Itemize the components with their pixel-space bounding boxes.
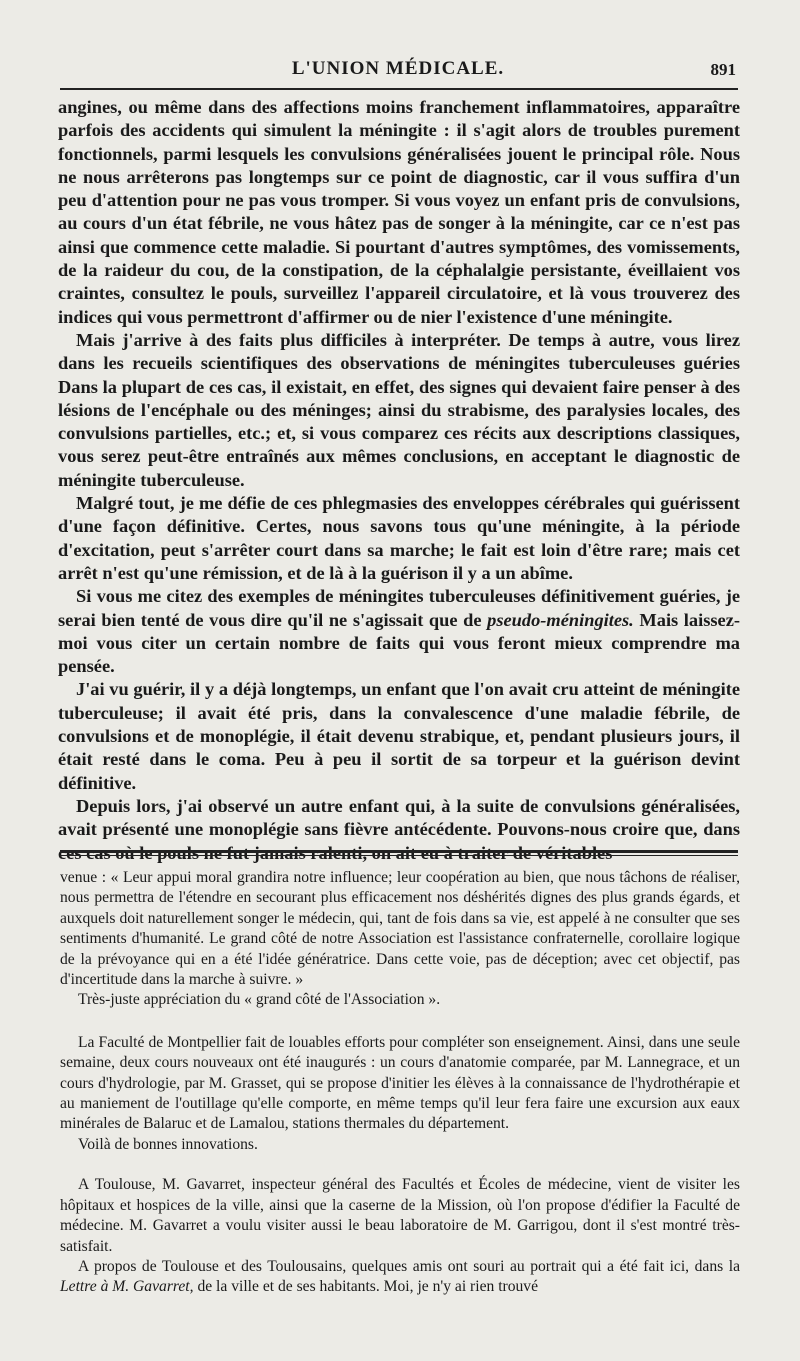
paragraph-2: Mais j'arrive à des faits plus difficiles à interpréter. De temps à autre, vous lirez dans les recueils scientifiques des observations de méningites tuberculeuses guéries Dans la plupart de ces cas, il existait, en effet, des signes qui devaient faire penser à des lésions de l'encéphale ou des méninges; ainsi du strabisme, des paralysies locales, des convulsions partielles, etc.; et, si vous comparez ces récits aux descriptions classiques, vous serez peut-être entraînés aux mêmes conclusions, en acceptant le diagnostic de méningite tuberculeuse. xyxy=(58,329,740,490)
paragraph-5: J'ai vu guérir, il y a déjà longtemps, un enfant que l'on avait cru atteint de méningite tuberculeuse; il avait été pris, dans la convalescence d'une maladie fébrile, de convulsions et de monoplégie, il était devenu strabique, et, pendant plusieurs jours, il était resté dans le coma. Peu à peu il sortit de sa torpeur et la guérison devint définitive. xyxy=(58,679,740,793)
section-divider xyxy=(60,850,738,856)
page-number: 891 xyxy=(710,60,736,79)
note-6 xyxy=(60,1257,740,1298)
note-5: A Toulouse, M. Gavarret, inspecteur général des Facultés et Écoles de médecine, vient de visiter les hôpitaux et hospices de la ville, ainsi que la caserne de la Mission, où l'on propose d'édifier la Faculté de médecine. M. Gavarret a voulu visiter aussi le beau laboratoire de M. Garrigou, dont il s'est montré très-satisfait. xyxy=(60,1176,740,1255)
paragraph-4-text-b: Mais laissez-moi vous citer un certain nombre de faits qui vous feront mieux comprendre ma pensée. xyxy=(58,609,740,677)
note-6-text-a: A propos de Toulouse et des Toulousains, quelques amis ont souri au portrait qui a été fait ici, dans la xyxy=(78,1257,740,1275)
paragraph-3: Malgré tout, je me défie de ces phlegmasies des enveloppes cérébrales qui guérissent d'une façon définitive. Certes, nous savons tous qu'une méningite, à la période d'excitation, peut s'arrêter court dans sa marche; le fait est loin d'être rare; mais cet arrêt n'est qu'une rémission, et de là à la guérison il y a un abîme. xyxy=(58,493,740,583)
page-header xyxy=(58,58,738,84)
note-2: Très-juste appréciation du « grand côté de l'Association ». xyxy=(78,991,441,1009)
note-4: Voilà de bonnes innovations. xyxy=(78,1135,258,1153)
note-1: venue : « Leur appui moral grandira notre influence; leur coopération au bien, que nous tâchons de réaliser, nous permettra de l'étendre en secourant plus efficacement nos déshérités dignes des plus grands égards, et auxquels doit naturellement songer le médecin, qui, tant de fois dans sa vie, est appelé à ne consulter que ses sentiments d'humanité. Le grand côté de notre Association est l'assistance confraternelle, corollaire logique de la prévoyance qui en a été l'idée génératrice. Dans cette voie, pas de déception; avec cet objectif, pas d'incertitude dans la marche à suivre. » xyxy=(60,869,740,989)
main-text xyxy=(58,96,740,865)
paragraph-4-text-a: Si vous me citez des exemples de méningites tuberculeuses définitivement guéries, je serai bien tenté de vous dire qu'il ne s'agissait que de xyxy=(58,586,740,630)
paragraph-4 xyxy=(58,585,740,678)
paragraph-4-emphasis: pseudo-méningites. xyxy=(487,609,634,630)
header-rule xyxy=(60,88,738,90)
note-6-text-b: de la ville et de ses habitants. Moi, je n'y ai rien trouvé xyxy=(193,1278,539,1296)
paragraph-6: Depuis lors, j'ai observé un autre enfant qui, à la suite de convulsions généralisées, avait présenté une monoplégie sans fièvre antécédente. Pouvons-nous croire que, dans ces cas où le pouls ne fut jamais ralenti, on ait eu à traiter de véritables xyxy=(58,795,740,863)
paragraph-1: angines, ou même dans des affections moins franchement inflammatoires, apparaître parfois des accidents qui simulent la méningite : il s'agit alors de troubles purement fonctionnels, parmi lesquels les convulsions généralisées jouent le principal rôle. Nous ne nous arrêterons pas longtemps sur ce point de diagnostic, car il vous suffira d'un peu d'attention pour ne pas vous tromper. Si vous voyez un enfant pris de convulsions, au cours d'un état fébrile, ne vous hâtez pas de songer à la méningite, car ce n'est pas ainsi que commence cette maladie. Si pourtant d'autres symptômes, des vomissements, de la raideur du cou, de la constipation, de la céphalalgie persistante, éveillaient vos craintes, consultez le pouls, surveillez l'appareil circulatoire, et là vous trouverez des indices qui vous permettront d'affirmer ou de nier l'existence d'une méningite. xyxy=(58,97,740,327)
feuilleton-notes xyxy=(60,868,740,1298)
note-6-emphasis: Lettre à M. Gavarret, xyxy=(60,1278,194,1296)
running-title: L'UNION MÉDICALE. xyxy=(291,58,505,79)
note-3: La Faculté de Montpellier fait de louables efforts pour compléter son enseignement. Ainsi, dans une seule semaine, deux cours nouveaux ont été inaugurés : un cours d'anatomie comparée, par M. Lannegrace, et un cours d'hydrologie, par M. Grasset, qui se propose d'initier les élèves à la connaissance de l'hydrothérapie et au maniement de l'outillage qu'elle comporte, en même temps qu'il leur fera faire une excursion aux eaux minérales de Balaruc et de Lamalou, stations thermales du département. xyxy=(60,1033,740,1133)
